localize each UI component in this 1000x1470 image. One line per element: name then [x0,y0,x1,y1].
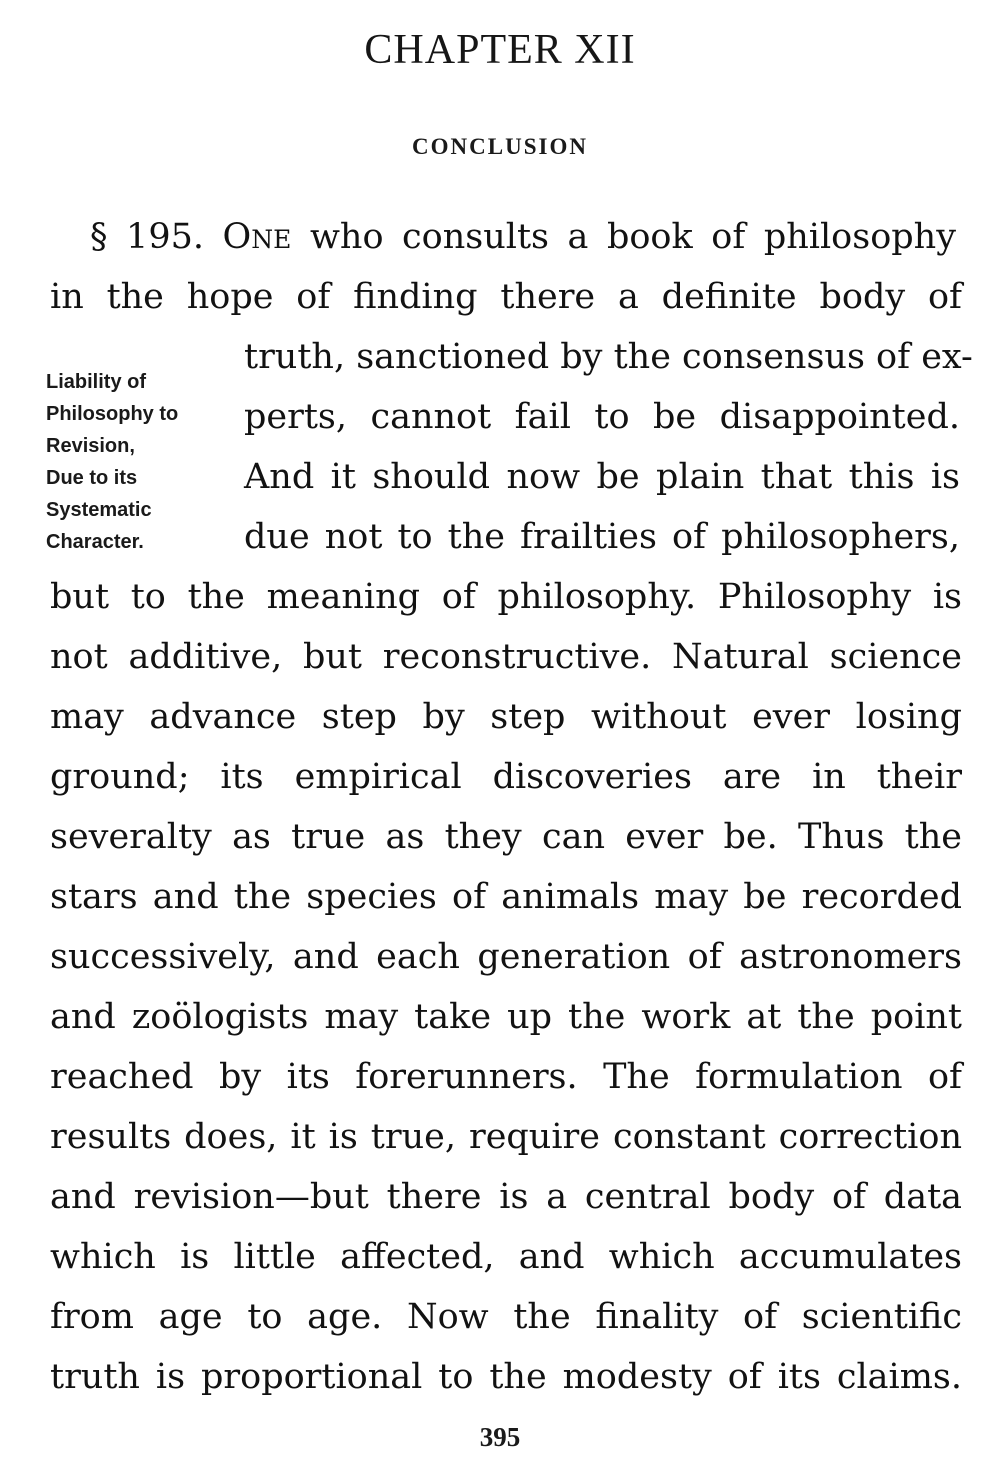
paragraph-line-1 [90,210,956,264]
margin-note-line: Philosophy to [46,403,179,425]
paragraph-line-7: but to the meaning of philosophy. Philosophy is [50,577,962,617]
margin-note [46,366,236,558]
paragraph-line-16: results does, it is true, require constant correction [50,1117,962,1157]
paragraph-line-13: successively, and each generation of astronomers [50,937,962,977]
paragraph-line-18: which is little affected, and which accumulates [50,1237,962,1277]
paragraph-line-12: stars and the species of animals may be recorded [50,877,962,917]
drop-word: One [222,217,292,257]
page-number: 395 [479,1422,521,1452]
chapter-title: CHAPTER XII [364,27,636,73]
paragraph-line-15: reached by its forerunners. The formulation of [50,1057,962,1097]
paragraph-line-6: due not to the frailties of philosophers, [244,517,960,557]
margin-note-line: Character. [46,531,144,553]
paragraph-line-8: not additive, but reconstructive. Natural science [50,637,962,677]
paragraph-line-11: severalty as true as they can ever be. Thus the [50,817,962,857]
paragraph-line-14: and zoölogists may take up the work at the point [50,997,962,1037]
paragraph-line-2: in the hope of finding there a definite body of [50,277,962,317]
paragraph-line-10: ground; its empirical discoveries are in their [50,757,962,797]
paragraph-line-4: perts, cannot fail to be disappointed. [244,397,960,437]
section-mark: § 195. [90,217,204,257]
paragraph-line-3: truth, sanctioned by the consensus of ex- [244,337,973,377]
margin-note-line: Due to its [46,467,138,489]
margin-note-line: Systematic [46,499,152,521]
margin-note-line: Revision, [46,435,135,457]
paragraph-line-20: truth is proportional to the modesty of its claims. [50,1357,962,1397]
section-title: CONCLUSION [412,134,588,159]
line-text: who consults a book of philosophy [309,217,956,257]
paragraph-line-9: may advance step by step without ever losing [50,697,962,737]
margin-note-line: Liability of [46,371,146,393]
paragraph-line-5: And it should now be plain that this is [244,457,960,497]
paragraph-line-17: and revision—but there is a central body of data [50,1177,962,1217]
paragraph-line-19: from age to age. Now the finality of scientific [50,1297,962,1337]
